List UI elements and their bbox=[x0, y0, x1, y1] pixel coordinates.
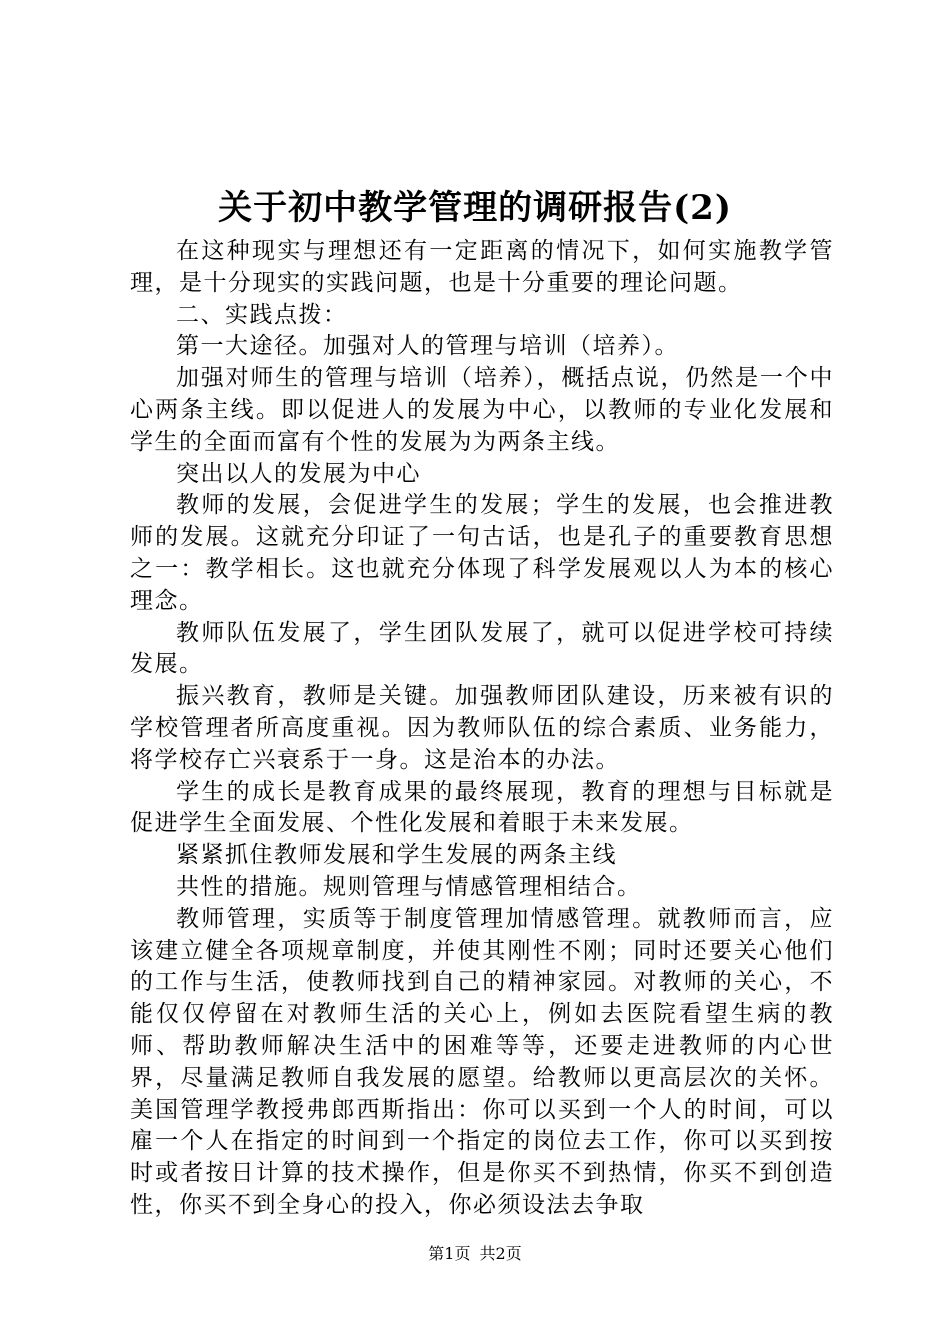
page-total: 共2页 bbox=[479, 1244, 522, 1263]
paragraph: 教师的发展，会促进学生的发展；学生的发展，也会推进教师的发展。这就充分印证了一句古话，也是孔子的重要教育思想之一：教学相长。这也就充分体现了科学发展观以人为本的核心理念。 bbox=[130, 492, 834, 614]
document-title: 关于初中教学管理的调研报告(2) bbox=[218, 188, 732, 228]
paragraph: 加强对师生的管理与培训（培养），概括点说，仍然是一个中心两条主线。即以促进人的发展为中心，以教师的专业化发展和学生的全面而富有个性的发展为为两条主线。 bbox=[130, 365, 834, 455]
paragraph: 在这种现实与理想还有一定距离的情况下，如何实施教学管理，是十分现实的实践问题，也是十分重要的理论问题。 bbox=[130, 238, 834, 296]
paragraph: 学生的成长是教育成果的最终展现，教育的理想与目标就是促进学生全面发展、个性化发展和着眼于未来发展。 bbox=[130, 778, 834, 837]
paragraph: 教师队伍发展了，学生团队发展了，就可以促进学校可持续发展。 bbox=[130, 619, 834, 678]
document-body bbox=[130, 236, 834, 1222]
section-heading: 二、实践点拨： bbox=[176, 301, 348, 328]
paragraph: 紧紧抓住教师发展和学生发展的两条主线 bbox=[176, 842, 617, 869]
paragraph: 教师管理，实质等于制度管理加情感管理。就教师而言，应该建立健全各项规章制度，并使其刚性不刚；同时还要关心他们的工作与生活，使教师找到自己的精神家园。对教师的关心，不能仅仅停留在对教师生活的关心上，例如去医院看望生病的教师、帮助教师解决生活中的困难等等，还要走进教师的内心世界，尽量满足教师自我发展的愿望。给教师以更高层次的关怀。美国管理学教授弗郎西斯指出：你可以买到一个人的时间，可以雇一个人在指定的时间到一个指定的岗位去工作，你可以买到按时或者按日计算的技术操作，但是你买不到热情，你买不到创造性，你买不到全身心的投入，你必须设法去争取 bbox=[130, 905, 834, 1218]
paragraph: 突出以人的发展为中心 bbox=[176, 460, 421, 487]
page-footer bbox=[0, 1244, 950, 1264]
paragraph: 第一大途径。加强对人的管理与培训（培养）。 bbox=[176, 333, 679, 360]
paragraph: 振兴教育，教师是关键。加强教师团队建设，历来被有识的学校管理者所高度重视。因为教师队伍的综合素质、业务能力，将学校存亡兴衰系于一身。这是治本的办法。 bbox=[130, 683, 834, 773]
page-number: 第1页 bbox=[428, 1244, 471, 1263]
paragraph: 共性的措施。规则管理与情感管理相结合。 bbox=[176, 873, 642, 900]
